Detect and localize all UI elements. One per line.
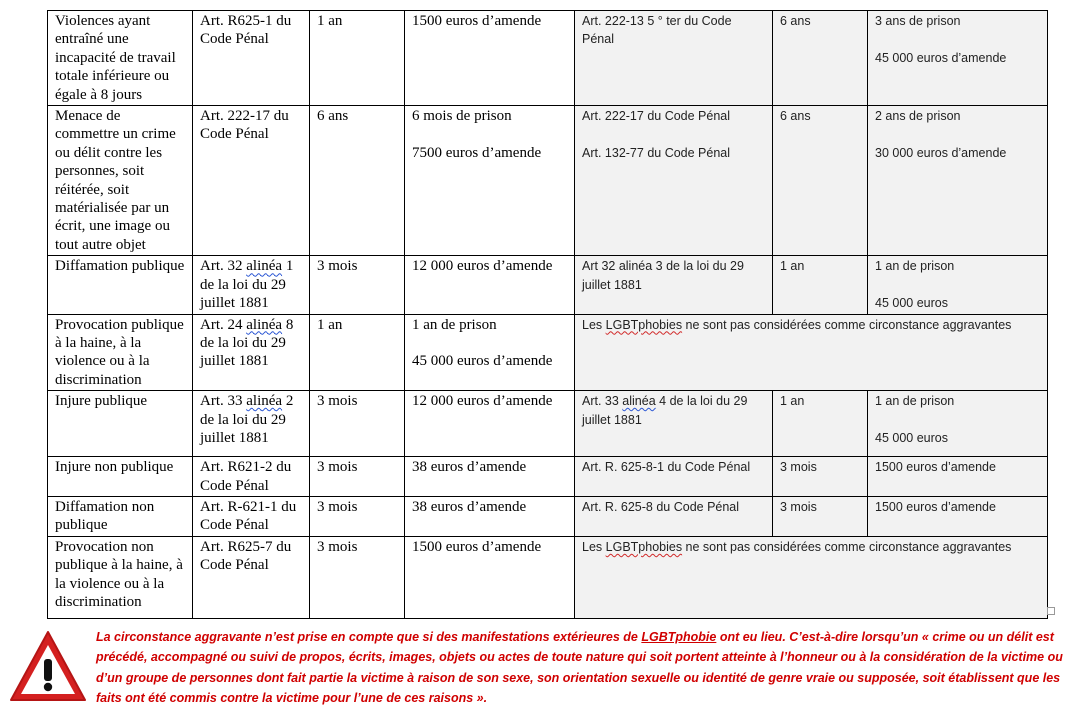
article-cell bbox=[193, 256, 310, 314]
merged-text: Les bbox=[582, 317, 606, 332]
penalty-cell bbox=[405, 314, 575, 391]
aggravated-penalty-line: 45 000 euros bbox=[875, 430, 948, 445]
infraction-cell: Provocation publique à la haine, à la violence ou à la discrimination bbox=[48, 314, 193, 391]
aggravated-article-cell bbox=[575, 256, 773, 314]
penalty-line: 38 euros d’amende bbox=[412, 459, 527, 476]
aggravated-article-cell bbox=[575, 496, 773, 536]
penalty-cell bbox=[405, 391, 575, 457]
aggravated-article-text: 4 de la loi du 29 juillet 1881 bbox=[582, 394, 748, 427]
penalty-line: 45 000 euros d’amende bbox=[412, 353, 553, 370]
aggravated-delay-cell: 6 ans bbox=[773, 11, 868, 106]
penalty-line: 1500 euros d’amende bbox=[412, 13, 542, 29]
aggravated-penalty-line: 45 000 euros bbox=[875, 296, 948, 311]
article-text: 2 de la loi du 29 juillet 1881 bbox=[200, 393, 294, 446]
article-text: Art. 33 bbox=[200, 393, 247, 410]
penalty-line: 12 000 euros d’amende bbox=[412, 393, 553, 410]
delay-cell: 1 an bbox=[310, 314, 405, 391]
penalty-cell bbox=[405, 11, 575, 106]
aggravated-penalty-cell bbox=[868, 256, 1048, 314]
article-text: alinéa bbox=[246, 316, 283, 333]
aggravated-delay-cell: 3 mois bbox=[773, 457, 868, 497]
infraction-cell: Violences ayant entraîné une incapacité de travail totale inférieure ou égale à 8 jours bbox=[48, 11, 193, 106]
infraction-cell: Injure non publique bbox=[48, 457, 193, 497]
penalty-cell bbox=[405, 457, 575, 497]
article-text: 1 de la loi du 29 juillet 1881 bbox=[200, 258, 294, 312]
aggravated-penalty-line: 3 ans de prison bbox=[875, 14, 961, 28]
penalty-line: 38 euros d’amende bbox=[412, 498, 527, 515]
article-cell bbox=[193, 391, 310, 457]
aggravated-penalty-line: 30 000 euros d’amende bbox=[875, 145, 1007, 160]
aggravated-penalty-line: 2 ans de prison bbox=[875, 109, 961, 124]
aggravated-article-cell bbox=[575, 106, 773, 256]
aggravated-penalty-cell bbox=[868, 106, 1048, 256]
merged-text: ne sont pas considérées comme circonstance aggravantes bbox=[682, 317, 1012, 332]
table-row bbox=[48, 391, 1048, 457]
penalty-cell bbox=[405, 496, 575, 536]
aggravated-merged-cell bbox=[575, 536, 1048, 618]
infraction-cell: Provocation non publique à la haine, à la violence ou à la discrimination bbox=[48, 536, 193, 618]
table-row bbox=[48, 314, 1048, 391]
aggravated-penalty-line: 1 an de prison bbox=[875, 259, 955, 274]
aggravated-article-cell bbox=[575, 391, 773, 457]
aggravated-article-line: Art. 132-77 du Code Pénal bbox=[582, 145, 731, 160]
table-row bbox=[48, 256, 1048, 314]
table-row bbox=[48, 457, 1048, 497]
aggravated-penalty-cell bbox=[868, 457, 1048, 497]
article-cell: Art. R625-1 du Code Pénal bbox=[193, 11, 310, 106]
aggravated-article-line: Art. R. 625-8-1 du Code Pénal bbox=[582, 460, 751, 475]
penalty-cell bbox=[405, 536, 575, 618]
penalties-table bbox=[47, 10, 1048, 619]
table-row bbox=[48, 536, 1048, 618]
penalty-line: 1 an de prison bbox=[412, 316, 497, 333]
infraction-cell: Diffamation publique bbox=[48, 256, 193, 314]
aggravated-penalty-cell bbox=[868, 496, 1048, 536]
aggravated-penalty-cell bbox=[868, 11, 1048, 106]
penalty-cell bbox=[405, 256, 575, 314]
merged-text: LGBTphobies bbox=[605, 539, 683, 554]
table-row bbox=[48, 11, 1048, 106]
merged-text: Les bbox=[582, 539, 606, 554]
penalty-line: 1500 euros d’amende bbox=[412, 538, 542, 555]
aggravated-delay-cell: 3 mois bbox=[773, 496, 868, 536]
aggravated-delay-cell: 1 an bbox=[773, 391, 868, 457]
article-cell: Art. R-621-1 du Code Pénal bbox=[193, 496, 310, 536]
delay-cell: 1 an bbox=[310, 11, 405, 106]
merged-text: ne sont pas considérées comme circonstance aggravantes bbox=[682, 539, 1012, 554]
article-cell bbox=[193, 314, 310, 391]
merged-text: LGBTphobies bbox=[605, 317, 683, 332]
aggravated-penalty-line: 1 an de prison bbox=[875, 394, 955, 409]
article-text: alinéa bbox=[246, 393, 283, 410]
aggravated-article-cell bbox=[575, 11, 773, 106]
note-text: LGBTphobie bbox=[641, 630, 717, 644]
article-cell: Art. R621-2 du Code Pénal bbox=[193, 457, 310, 497]
table-row bbox=[48, 106, 1048, 256]
article-text: Art. 32 bbox=[200, 258, 247, 275]
aggravated-delay-cell: 1 an bbox=[773, 256, 868, 314]
aggravated-article-cell bbox=[575, 457, 773, 497]
delay-cell: 3 mois bbox=[310, 496, 405, 536]
delay-cell: 3 mois bbox=[310, 391, 405, 457]
article-text: 8 de la loi du 29 juillet 1881 bbox=[200, 316, 294, 370]
warning-triangle-icon bbox=[8, 629, 88, 704]
delay-cell: 3 mois bbox=[310, 536, 405, 618]
penalty-cell bbox=[405, 106, 575, 256]
aggravating-circumstance-note bbox=[96, 627, 1080, 708]
delay-cell: 3 mois bbox=[310, 457, 405, 497]
article-text: Art. 24 bbox=[200, 316, 247, 333]
article-cell: Art. R625-7 du Code Pénal bbox=[193, 536, 310, 618]
infraction-cell: Injure publique bbox=[48, 391, 193, 457]
penalty-line: 7500 euros d’amende bbox=[412, 144, 542, 161]
table-row bbox=[48, 496, 1048, 536]
aggravated-penalty-line: 1500 euros d’amende bbox=[875, 499, 996, 514]
aggravated-merged-cell bbox=[575, 314, 1048, 391]
infraction-cell: Diffamation non publique bbox=[48, 496, 193, 536]
aggravated-penalty-line: 45 000 euros d’amende bbox=[875, 50, 1007, 65]
aggravated-article-line: Art 32 alinéa 3 de la loi du 29 juillet 1881 bbox=[582, 259, 744, 292]
aggravated-article-text: Art. 33 bbox=[582, 394, 623, 409]
aggravated-penalty-line: 1500 euros d’amende bbox=[875, 460, 996, 475]
aggravated-article-line: Art. 222-13 5 ° ter du Code Pénal bbox=[582, 14, 732, 47]
delay-cell: 6 ans bbox=[310, 106, 405, 256]
penalty-line: 6 mois de prison bbox=[412, 108, 512, 125]
aggravated-delay-cell: 6 ans bbox=[773, 106, 868, 256]
aggravated-article-line: Art. 222-17 du Code Pénal bbox=[582, 109, 731, 124]
note-text: ont eu lieu. C’est-à-dire lorsqu’un « crime ou un délit est précédé, accompagné ou suivi de propos, écrits, images, objets ou actes de toute nature qui soit portent atteinte à l’honneur ou à la considération de la victime ou d’un groupe de personnes dont fait partie la victime à raison de son sexe, son orientation sexuelle ou identité de genre vraie ou supposée, soit établissent que les faits ont été commis contre la victime pour l’une de ces raisons ». bbox=[96, 630, 1063, 705]
table-resize-handle[interactable] bbox=[1047, 607, 1055, 615]
aggravated-penalty-cell bbox=[868, 391, 1048, 457]
aggravated-article-line: Art. R. 625-8 du Code Pénal bbox=[582, 499, 740, 514]
article-text: alinéa bbox=[246, 258, 283, 275]
note-text: La circonstance aggravante n’est prise en compte que si des manifestations extérieures de bbox=[96, 630, 642, 644]
article-cell: Art. 222-17 du Code Pénal bbox=[193, 106, 310, 256]
infraction-cell: Menace de commettre un crime ou délit contre les personnes, soit réitérée, soit matérialisée par un écrit, une image ou tout autre objet bbox=[48, 106, 193, 256]
delay-cell: 3 mois bbox=[310, 256, 405, 314]
penalty-line: 12 000 euros d’amende bbox=[412, 258, 553, 275]
aggravated-article-text: alinéa bbox=[622, 394, 656, 409]
